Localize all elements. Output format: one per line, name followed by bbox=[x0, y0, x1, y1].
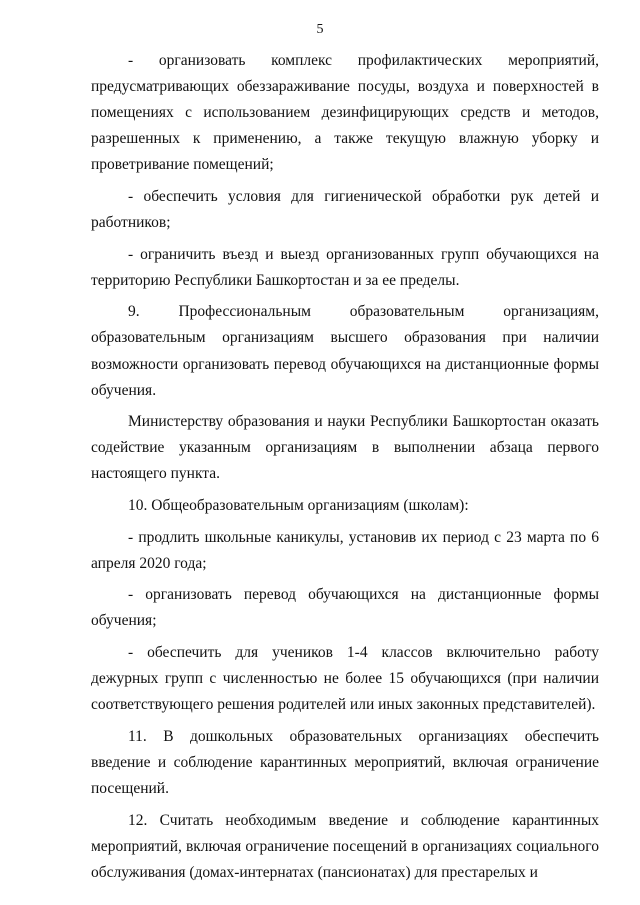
page-number: 5 bbox=[316, 22, 324, 37]
paragraph-ministry-assistance: Министерству образования и науки Республики Башкортостан оказать содействие указанным организациям в выполнении абзаца первого настоящего пункта. bbox=[91, 413, 599, 483]
paragraph-disinfection-measures: - организовать комплекс профилактических мероприятий, предусматривающих обеззараживание посуды, воздуха и поверхностей в помещениях с использованием дезинфицирующих средств и методов, разрешенных к применению, а также текущую влажную уборку и проветривание помещений; bbox=[91, 52, 599, 174]
paragraph-item-12: 12. Считать необходимым введение и соблюдение карантинных мероприятий, включая ограничение посещений в организациях социального обслуживания (домах-интернатах (пансионатах) для престарелых и bbox=[91, 811, 599, 881]
paragraph-item-9: 9. Профессиональным образовательным организациям, образовательным организациям высшего образования при наличии возможности организовать перевод обучающихся на дистанционные формы обучения. bbox=[91, 303, 599, 399]
paragraph-extend-holidays: - продлить школьные каникулы, установив их период с 23 марта по 6 апреля 2020 года; bbox=[91, 528, 599, 572]
paragraph-item-10: 10. Общеобразовательным организациям (школам): bbox=[128, 497, 469, 514]
document-body bbox=[91, 48, 599, 886]
paragraph-item-11: 11. В дошкольных образовательных организациях обеспечить введение и соблюдение карантинных мероприятий, включая ограничение посещений. bbox=[91, 727, 599, 797]
paragraph-duty-groups: - обеспечить для учеников 1-4 классов включительно работу дежурных групп с численностью не более 15 обучающихся (при наличии соответствующего решения родителей или иных законных представителей). bbox=[91, 643, 599, 714]
paragraph-group-travel-restriction: - ограничить въезд и выезд организованных групп обучающихся на территорию Республики Башкортостан и за ее пределы. bbox=[91, 245, 599, 289]
paragraph-distance-learning: - организовать перевод обучающихся на дистанционные формы обучения; bbox=[91, 586, 599, 630]
paragraph-hand-hygiene: - обеспечить условия для гигиенической обработки рук детей и работников; bbox=[91, 187, 599, 232]
